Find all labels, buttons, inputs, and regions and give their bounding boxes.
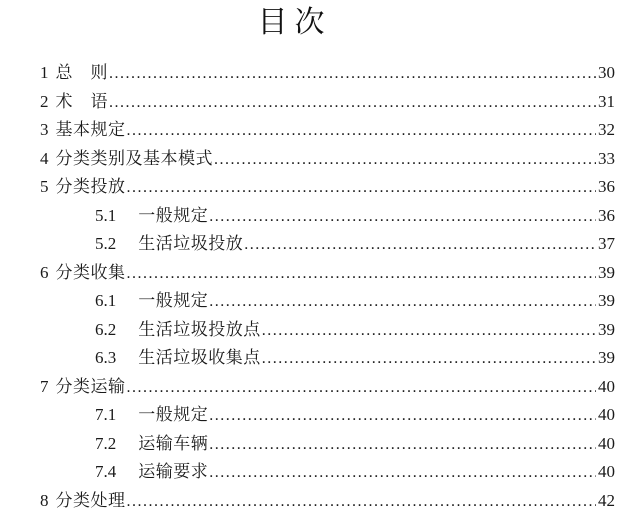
toc-entry-number: 7.4 — [95, 462, 117, 481]
page-title-wrap — [7, 2, 582, 44]
toc-page-number: 31 — [598, 91, 615, 111]
toc-entry[interactable] — [40, 457, 615, 486]
dot-leader — [209, 206, 596, 226]
toc-list — [40, 58, 615, 514]
dot-leader — [109, 92, 596, 112]
toc-entry-number: 6.1 — [95, 291, 117, 310]
toc-entry-label: 一般规定 — [138, 291, 209, 310]
toc-page-number: 39 — [598, 262, 615, 282]
dot-leader — [262, 320, 596, 340]
toc-entry-label: 分类运输 — [55, 376, 126, 396]
toc-entry[interactable] — [40, 87, 615, 116]
dot-leader — [214, 149, 596, 169]
toc-entry[interactable] — [40, 486, 615, 515]
toc-page-number: 37 — [598, 234, 615, 253]
toc-entry[interactable] — [40, 229, 615, 258]
toc-page-number: 39 — [598, 319, 615, 339]
toc-page-number: 42 — [598, 490, 615, 510]
toc-entry-number: 1 — [40, 63, 49, 82]
toc-entry-number: 4 — [40, 148, 49, 168]
toc-entry-label: 运输车辆 — [138, 433, 209, 453]
dot-leader — [127, 377, 597, 397]
page-title: 目次 — [257, 6, 332, 39]
toc-entry[interactable] — [40, 286, 615, 315]
toc-page-number: 32 — [598, 120, 615, 139]
toc-entry[interactable] — [40, 115, 615, 144]
toc-entry-number: 5.1 — [95, 205, 117, 225]
toc-entry-number: 5 — [40, 177, 49, 196]
dot-leader — [109, 63, 596, 83]
toc-entry[interactable] — [40, 172, 615, 201]
toc-entry[interactable] — [40, 429, 615, 458]
toc-entry-label: 运输要求 — [138, 462, 209, 481]
toc-page-number: 33 — [598, 148, 615, 168]
toc-page-number: 36 — [598, 177, 615, 196]
toc-entry-number: 6.3 — [95, 348, 117, 367]
dot-leader — [209, 434, 596, 454]
toc-entry[interactable] — [40, 315, 615, 344]
dot-leader — [244, 234, 596, 254]
toc-entry[interactable] — [40, 400, 615, 429]
toc-entry-label: 一般规定 — [138, 405, 209, 424]
dot-leader — [209, 405, 596, 425]
dot-leader — [127, 263, 597, 283]
toc-entry[interactable] — [40, 343, 615, 372]
toc-entry-label: 分类类别及基本模式 — [55, 148, 213, 168]
toc-entry-number: 7.1 — [95, 405, 117, 424]
toc-entry[interactable] — [40, 372, 615, 401]
toc-entry-label: 生活垃圾投放点 — [138, 319, 261, 339]
toc-page-number: 40 — [598, 376, 615, 396]
toc-entry[interactable] — [40, 258, 615, 287]
dot-leader — [127, 491, 597, 511]
dot-leader — [209, 291, 596, 311]
toc-page-number: 36 — [598, 205, 615, 225]
toc-entry[interactable] — [40, 201, 615, 230]
toc-entry-number: 7.2 — [95, 433, 117, 453]
toc-entry-number: 3 — [40, 120, 49, 139]
toc-entry-number: 6.2 — [95, 319, 117, 339]
toc-entry-number: 8 — [40, 490, 49, 510]
dot-leader — [127, 120, 597, 140]
dot-leader — [127, 177, 597, 197]
toc-entry-label: 术 语 — [55, 91, 108, 111]
toc-page-number: 39 — [598, 348, 615, 367]
toc-entry-label: 分类处理 — [55, 490, 126, 510]
toc-page-number: 30 — [598, 63, 615, 82]
dot-leader — [209, 462, 596, 482]
toc-entry-number: 5.2 — [95, 234, 117, 253]
toc-page-number: 40 — [598, 462, 615, 481]
dot-leader — [262, 348, 596, 368]
toc-entry-label: 总 则 — [55, 63, 108, 82]
toc-entry-number: 6 — [40, 262, 49, 282]
toc-page-number: 39 — [598, 291, 615, 310]
toc-entry-label: 分类投放 — [55, 177, 126, 196]
toc-entry[interactable] — [40, 58, 615, 87]
toc-entry-label: 生活垃圾投放 — [138, 234, 244, 253]
toc-entry-label: 基本规定 — [55, 120, 126, 139]
toc-entry-label: 生活垃圾收集点 — [138, 348, 261, 367]
toc-page-number: 40 — [598, 433, 615, 453]
toc-entry-label: 分类收集 — [55, 262, 126, 282]
toc-entry-number: 2 — [40, 91, 49, 111]
toc-entry-number: 7 — [40, 376, 49, 396]
toc-entry-label: 一般规定 — [138, 205, 209, 225]
toc-entry[interactable] — [40, 144, 615, 173]
toc-page-number: 40 — [598, 405, 615, 424]
